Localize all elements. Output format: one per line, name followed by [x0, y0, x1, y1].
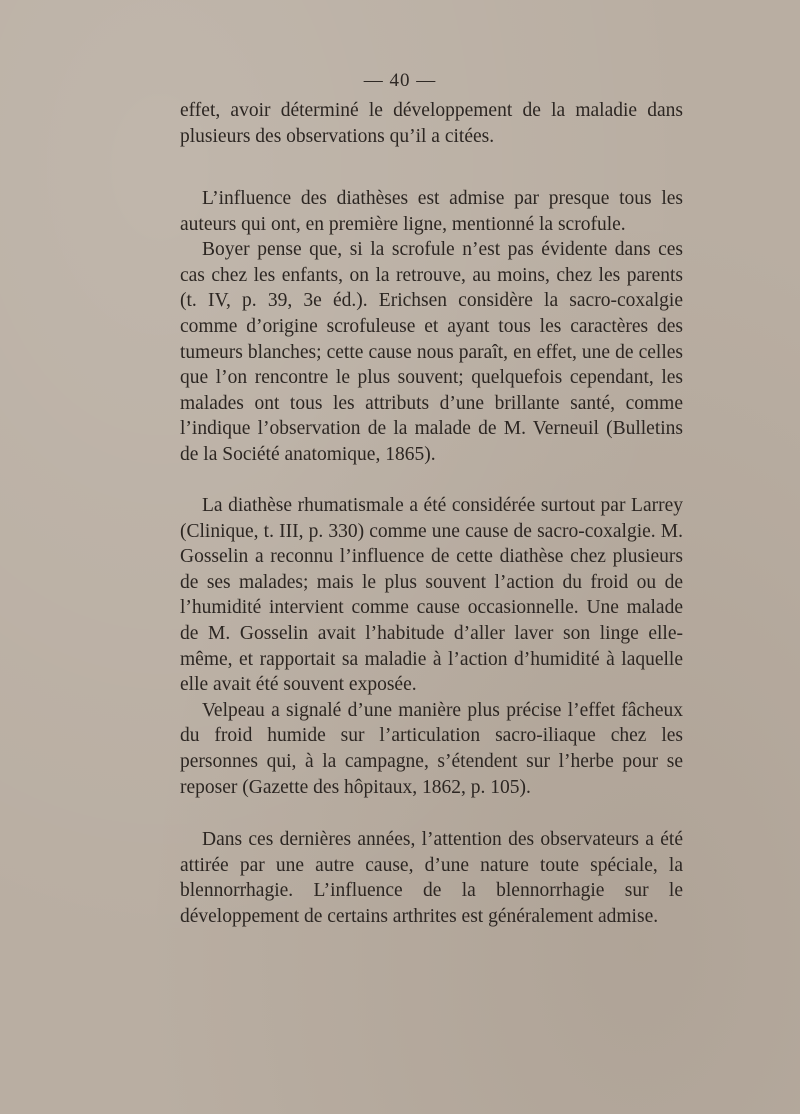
paragraph-text: Boyer pense que, si la scrofule n’est pas évidente dans ces cas chez les enfants, on la retrouve, au moins, chez les parents (t. IV, p. 39, 3e éd.). Erichsen considère la sacro-coxalgie comme d’origine scrofuleuse et ayant tous les caractères des tumeurs blanches; cette cause nous paraît, en effet, une de celles que l’on rencontre le plus souvent; quelquefois cependant, les malades ont tous les attributs d’une brillante santé, comme l’indique l’observation de la malade de M. Verneuil (Bulletins de la Société anatomique, 1865).: [180, 239, 683, 465]
paragraph-text: effet, avoir déterminé le développement de la maladie dans plusieurs des observations qu’il a citées.: [180, 100, 683, 147]
paragraph: [180, 493, 683, 698]
page-number: — 40 —: [363, 70, 437, 91]
paragraph: [180, 98, 683, 149]
paragraph: [180, 698, 683, 800]
paragraph-text: Dans ces dernières années, l’attention des observateurs a été attirée par une autre cause, d’une nature toute spéciale, la blennorrhagie. L’influence de la blennorrhagie sur le développement de certains arthrites est généralement admise.: [180, 829, 683, 927]
text-block-rhumatismale: [180, 493, 683, 800]
text-block-continuation: [180, 98, 683, 149]
paragraph: [180, 237, 683, 467]
text-block-blennorrhagie: [180, 827, 683, 929]
paragraph: [180, 186, 683, 237]
text-block-diatheses: [180, 186, 683, 468]
paragraph-text: La diathèse rhumatismale a été considérée surtout par Larrey (Clinique, t. III, p. 330) comme une cause de sacro-coxalgie. M. Gosselin a reconnu l’influence de cette diathèse chez plusieurs de ses malades; mais le plus souvent l’action du froid ou de l’humidité intervient comme cause occasionnelle. Une malade de M. Gosselin avait l’habitude d’aller laver son linge elle-même, et rapportait sa maladie à l’action d’humidité à laquelle elle avait été souvent exposée.: [180, 495, 683, 696]
paragraph-text: L’influence des diathèses est admise par presque tous les auteurs qui ont, en première ligne, mentionné la scrofule.: [180, 188, 683, 235]
paragraph: [180, 827, 683, 929]
paragraph-text: Velpeau a signalé d’une manière plus précise l’effet fâcheux du froid humide sur l’articulation sacro-iliaque chez les personnes qui, à la campagne, s’étendent sur l’herbe pour se reposer (Gazette des hôpitaux, 1862, p. 105).: [180, 699, 683, 798]
